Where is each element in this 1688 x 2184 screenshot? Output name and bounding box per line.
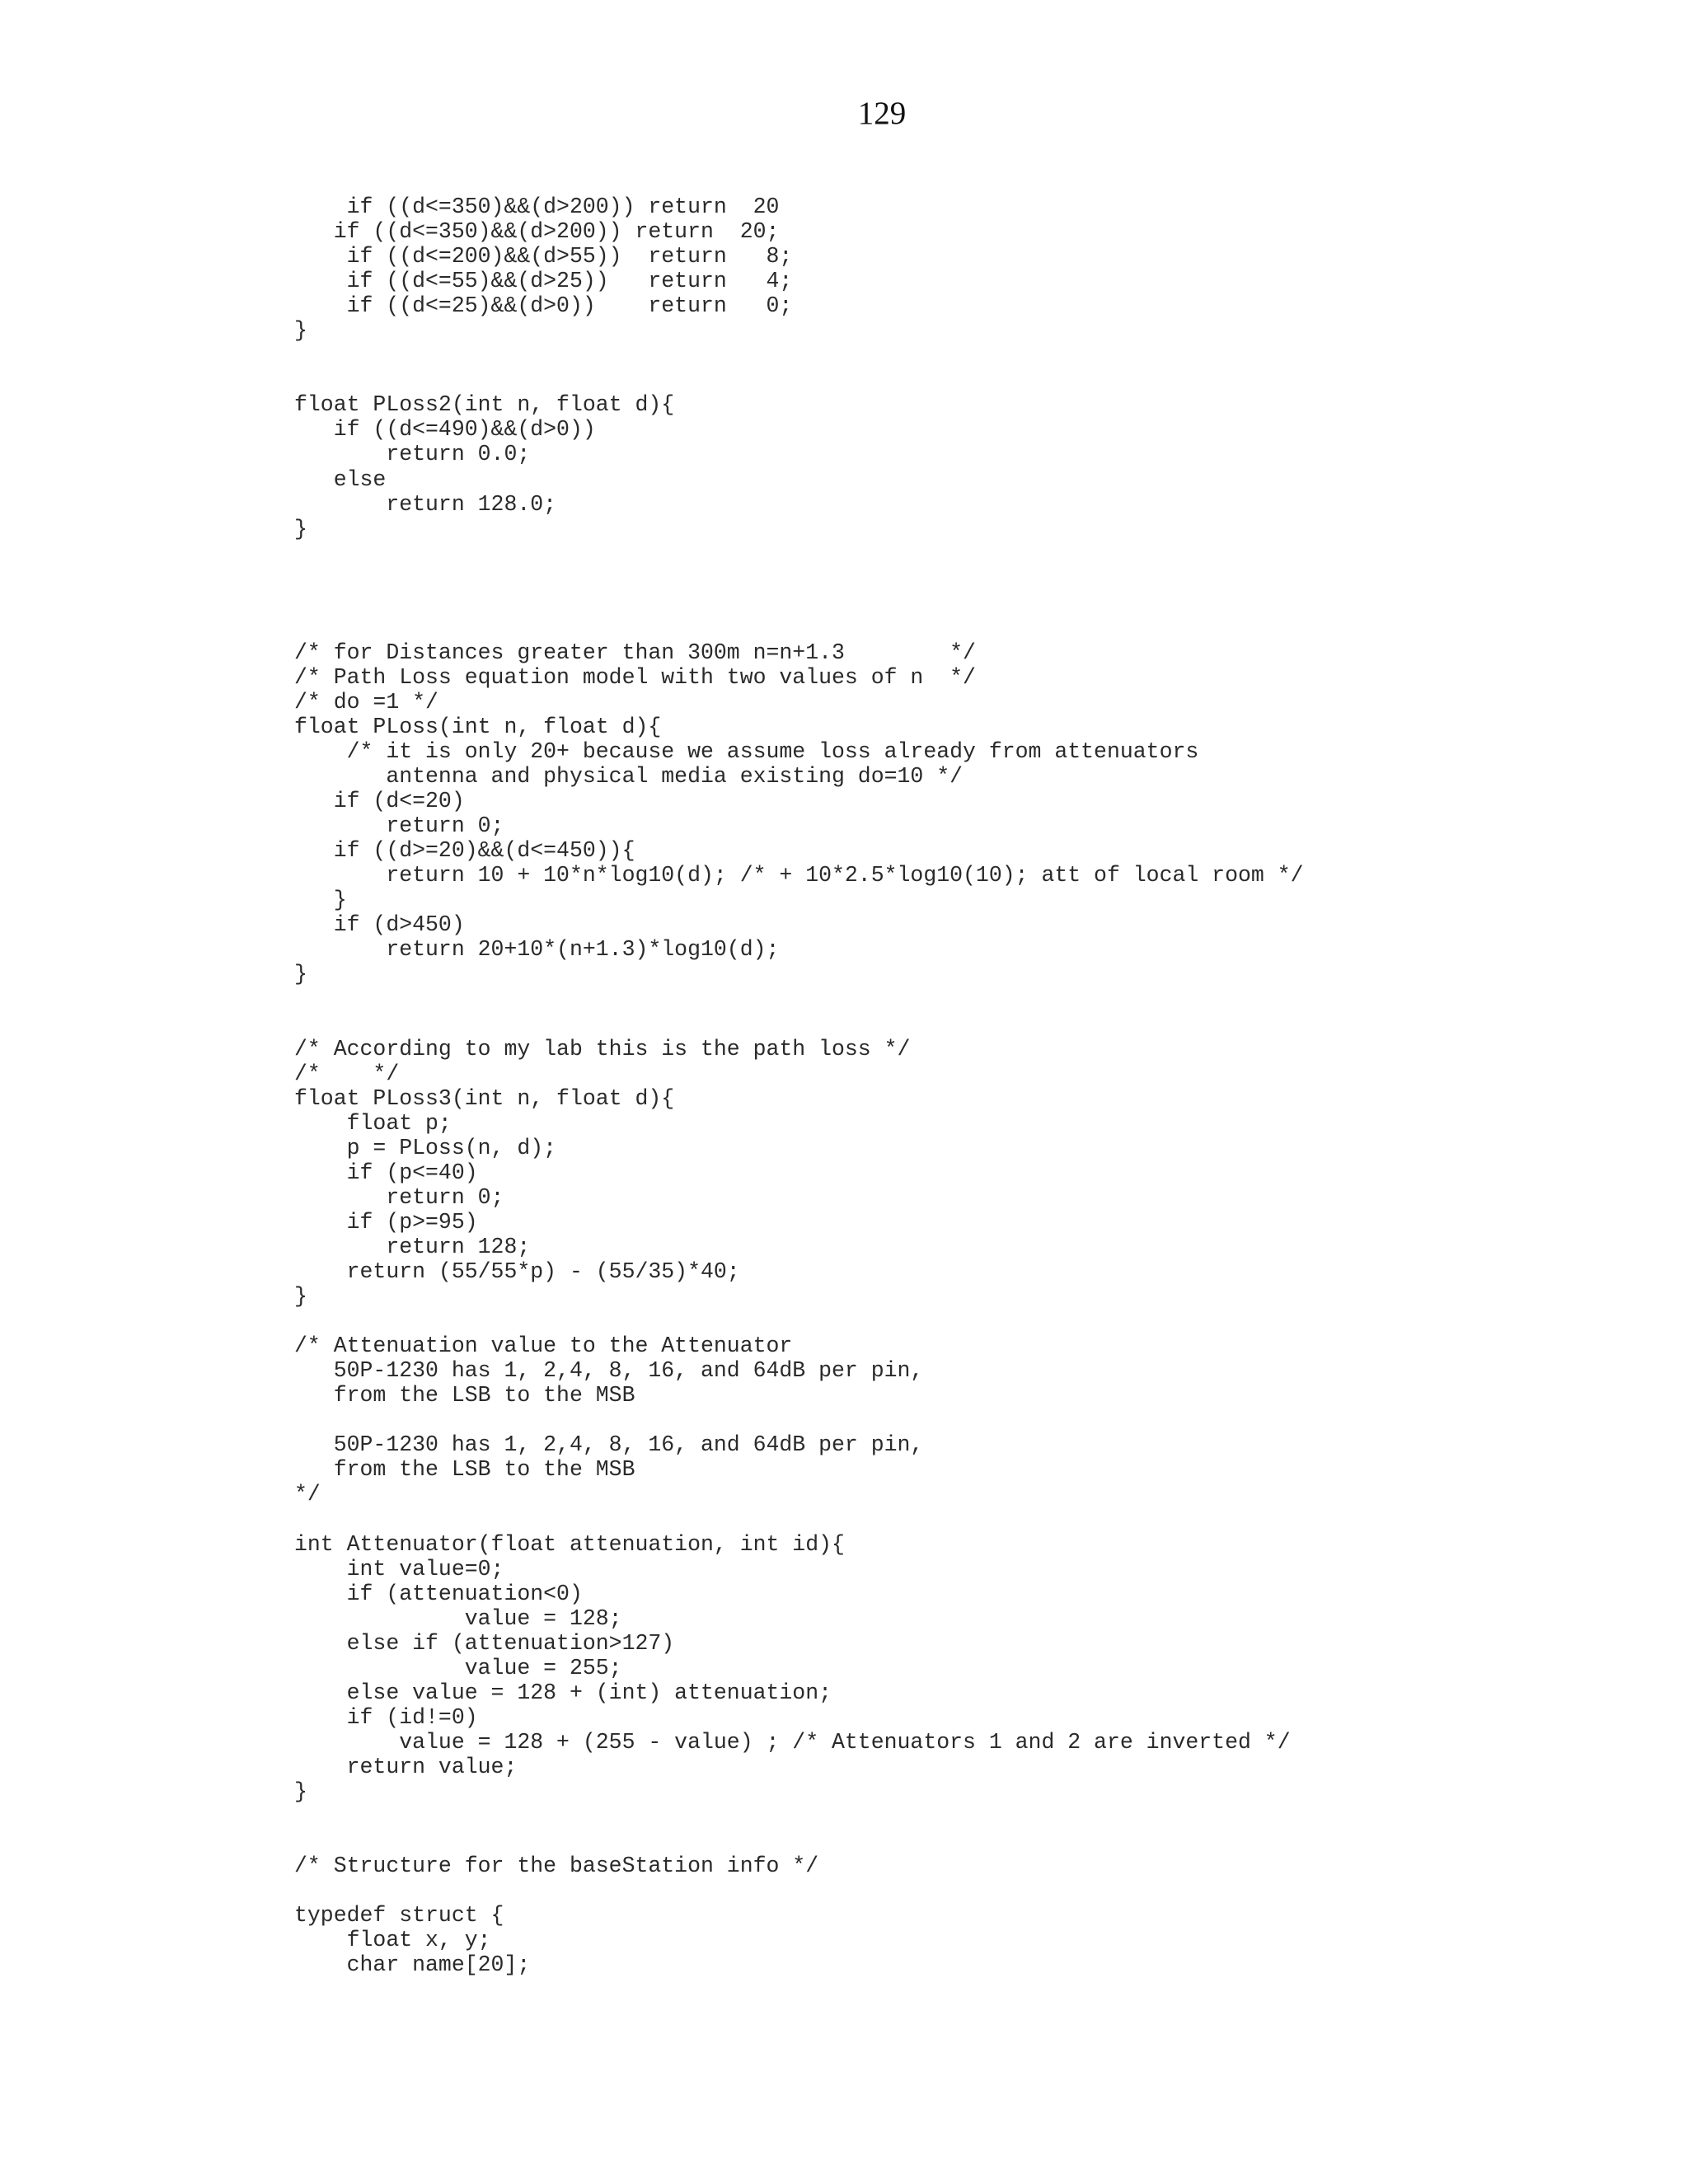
code-line [294,616,1304,640]
code-line: 50P-1230 has 1, 2,4, 8, 16, and 64dB per pin, [294,1432,924,1458]
code-line: return 0; [294,813,504,839]
code-line: value = 255; [294,1655,622,1680]
code-line: return (55/55*p) - (55/35)*40; [294,1259,740,1285]
code-line [294,1878,1304,1903]
code-line: if (d<=20) [294,789,465,814]
code-line: char name[20]; [294,1952,531,1978]
code-line: float PLoss(int n, float d){ [294,714,662,739]
code-listing [294,194,1304,1977]
code-line: return value; [294,1754,518,1779]
code-line: typedef struct { [294,1903,504,1929]
code-line: float PLoss2(int n, float d){ [294,392,675,418]
code-line: if (p>=95) [294,1209,478,1235]
code-line: if (p<=40) [294,1160,478,1185]
code-line [294,343,1304,368]
code-line: else [294,466,387,492]
code-line: if ((d<=350)&&(d>200)) return 20; [294,219,780,245]
code-line: return 0.0; [294,442,531,467]
code-line: int Attenuator(float attenuation, int id){ [294,1531,845,1557]
code-line: int value=0; [294,1556,504,1582]
code-line: 50P-1230 has 1, 2,4, 8, 16, and 64dB per pin, [294,1358,924,1384]
code-line [294,368,1304,392]
code-line [294,591,1304,616]
code-line: /* for Distances greater than 300m n=n+1.3 */ [294,640,976,665]
code-line: float PLoss3(int n, float d){ [294,1085,675,1111]
code-line [294,1012,1304,1037]
code-line [294,566,1304,591]
code-line: */ [294,1482,321,1507]
code-line: if ((d>=20)&&(d<=450)){ [294,838,635,864]
code-line: float x, y; [294,1928,491,1953]
code-line: /* it is only 20+ because we assume loss already from attenuators [294,739,1199,765]
code-line: } [294,516,307,541]
code-line: } [294,962,307,987]
code-line [294,987,1304,1012]
code-line: return 128; [294,1234,531,1259]
code-line: if ((d<=55)&&(d>25)) return 4; [294,269,793,294]
code-line: else value = 128 + (int) attenuation; [294,1680,832,1705]
code-line: /* Structure for the baseStation info */ [294,1854,819,1879]
code-line: /* */ [294,1061,400,1086]
code-line: value = 128; [294,1605,622,1631]
code-line [294,541,1304,566]
code-line [294,1829,1304,1854]
code-line [294,1507,1304,1531]
code-line: return 128.0; [294,491,557,517]
code-line: return 10 + 10*n*log10(d); /* + 10*2.5*log10(10); att of local room */ [294,863,1304,888]
code-line: antenna and physical media existing do=10 */ [294,764,964,790]
code-line: } [294,1284,307,1310]
code-line: if ((d<=200)&&(d>55)) return 8; [294,244,793,269]
code-line: } [294,318,307,344]
code-line: return 0; [294,1184,504,1210]
code-line: p = PLoss(n, d); [294,1135,557,1160]
code-line: if (attenuation<0) [294,1581,583,1606]
code-line: if (d>450) [294,912,465,938]
code-line: if ((d<=25)&&(d>0)) return 0; [294,293,793,319]
code-line: if (id!=0) [294,1704,478,1730]
page-number: 129 [857,96,907,131]
code-line: /* Attenuation value to the Attenuator [294,1333,793,1359]
code-line: else if (attenuation>127) [294,1630,675,1656]
code-line: /* do =1 */ [294,689,438,715]
code-line: } [294,888,347,913]
code-line: if ((d<=490)&&(d>0)) [294,417,596,443]
code-line: return 20+10*(n+1.3)*log10(d); [294,937,780,963]
code-line: /* Path Loss equation model with two values of n */ [294,664,976,690]
code-line: from the LSB to the MSB [294,1457,635,1483]
code-line: if ((d<=350)&&(d>200)) return 20 [294,194,780,219]
code-line: /* According to my lab this is the path loss */ [294,1036,911,1062]
code-line: from the LSB to the MSB [294,1383,635,1408]
code-line: float p; [294,1110,452,1136]
code-line: value = 128 + (255 - value) ; /* Attenuators 1 and 2 are inverted */ [294,1729,1291,1755]
code-line: } [294,1779,307,1804]
code-line [294,1408,1304,1432]
code-line [294,1309,1304,1333]
code-line [294,1804,1304,1829]
